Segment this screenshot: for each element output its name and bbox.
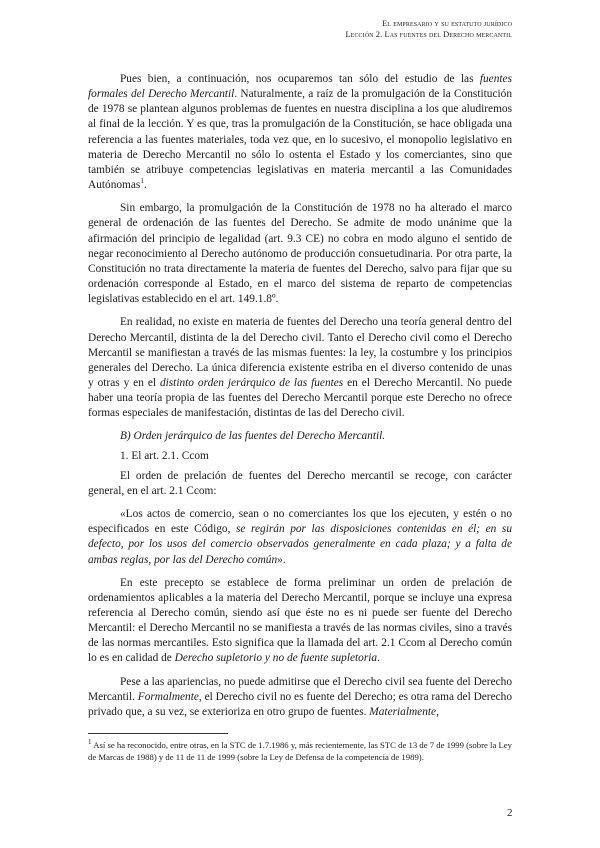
subsection-heading-1: 1. El art. 2.1. Ccom <box>120 450 209 463</box>
header-lesson-title: Lección 2. Las fuentes del Derecho mercantil <box>345 30 512 39</box>
legal-quote: «Los actos de comercio, sean o no comerciantes los que los ejecuten, y estén o no especificados en este Código, se regirán por las disposiciones contenidas en él; en su defecto, por los usos del comercio observados generalmente en cada plaza; y a falta de ambas reglas, por las del Derecho común». <box>88 508 512 566</box>
paragraph-3: En realidad, no existe en materia de fuentes del Derecho una teoría general dentro del Derecho Mercantil, distinta de la del Derecho civil. Tanto el Derecho civil como el Derecho Mercantil se manifiestan a través de las mismas fuentes: la ley, la costumbre y los principios generales del Derecho. La única diferencia existente estriba en el diverso contenido de unas y otras y en el distinto orden jerárquico de las fuentes en el Derecho Mercantil. No puede haber una teoría propia de las fuentes del Derecho Mercantil porque este Derecho no ofrece formas especiales de manifestación, distintas de las del Derecho civil. <box>88 316 512 420</box>
section-heading-b: B) Orden jerárquico de las fuentes del Derecho Mercantil. <box>120 430 386 443</box>
header-book-title: El empresario y su estatuto jurídico <box>382 19 512 28</box>
body-text <box>88 72 512 728</box>
paragraph-1: Pues bien, a continuación, nos ocuparemos tan sólo del estudio de las fuentes formales del Derecho Mercantil. Naturalmente, a raíz de la promulgación de la Constitución de 1978 se plantean algunos problemas de fuentes en nuestra disciplina a los que aludiremos al final de la lección. Y es que, tras la promulgación de la Constitución, se hace obligada una referencia a las fuentes materiales, toda vez que, en lo sucesivo, el monopolio legislativo en materia de Derecho Mercantil no sólo lo ostenta el Estado y los comerciantes, sino que también se atribuye competencias legislativas en materia mercantil a las Comunidades Autónomas$^1$. <box>88 73 512 192</box>
paragraph-6: Pese a las apariencias, no puede admitirse que el Derecho civil sea fuente del Derecho Mercantil. Formalmente, el Derecho civil no es fuente del Derecho; es otra rama del Derecho privado que, a su vez, se exterioriza en otro grupo de fuentes. Materialmente, <box>88 675 512 718</box>
running-header <box>345 18 512 40</box>
footnote-reference-1[interactable]: 1 <box>140 177 144 186</box>
paragraph-4: El orden de prelación de fuentes del Derecho mercantil se recoge, con carácter general, en el art. 2.1 Ccom: <box>88 469 512 497</box>
paragraph-5: En este precepto se establece de forma preliminar un orden de prelación de ordenamientos aplicables a la materia del Derecho Mercantil, porque se incluye una expresa referencia al Derecho común, siendo así que éste no es ni puede ser fuente del Derecho Mercantil: el Derecho Mercantil no se manifiesta a través de las normas civiles, sino a través de las normas mercantiles. Esto significa que la llamada del art. 2.1 Ccom al Derecho común lo es en calidad de Derecho supletorio y no de fuente supletoria. <box>88 576 512 665</box>
emphasis-formalmente: Formalmente <box>137 690 199 703</box>
emphasis-fuentes-formales: fuentes formales del Derecho Mercantil <box>88 73 512 101</box>
page-number: 2 <box>507 807 513 819</box>
emphasis-materialmente: Materialmente <box>369 705 437 718</box>
footnote-1 <box>88 740 512 763</box>
footnote-text: Así se ha reconocido, entre otras, en la STC de 1.7.1986 y, más recientemente, las STC de 13 de 7 de 1999 (sobre la Ley de Marcas de 1988) y de 11 de 11 de 1999 (sobre la Ley de Defensa de la competencia de 1989). <box>88 740 512 762</box>
emphasis-orden-jerarquico: distinto orden jerárquico de las fuentes <box>159 376 344 389</box>
paragraph-2: Sin embargo, la promulgación de la Constitución de 1978 no ha alterado el marco general de ordenación de las fuentes del Derecho. Se admite de modo unánime que la afirmación del principio de legalidad (art. 9.3 CE) no cobra en modo alguno el sentido de negar reconocimiento al Derecho autónomo de producción consuetudinaria. Por otra parte, la Constitución no trata directamente la materia de fuentes del Derecho, salvo para fijar que su ordenación corresponde al Estado, en el marco del sistema de reparto de competencias legislativas establecido en el art. 149.1.8º. <box>88 202 512 306</box>
emphasis-derecho-supletorio: Derecho supletorio y no de fuente supletoria <box>174 652 378 665</box>
emphasis-quote: se regirán por las disposiciones contenidas en él; en su defecto, por los usos del comercio observados generalmente en cada plaza; y a falta de ambas reglas, por las del Derecho común <box>88 523 512 566</box>
footnote-mark: 1 <box>88 738 92 747</box>
footnote-separator <box>88 733 228 734</box>
